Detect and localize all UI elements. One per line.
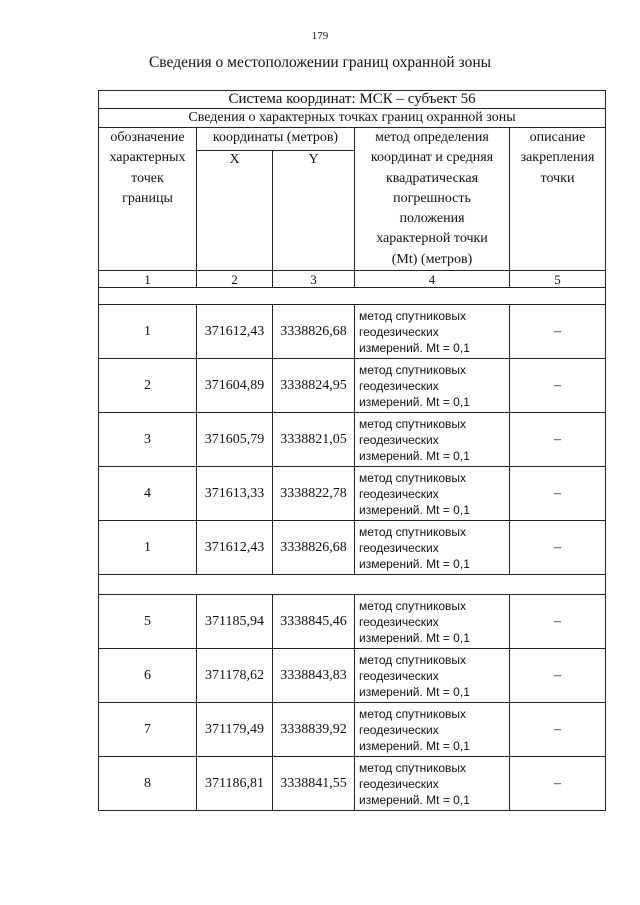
table-row [99,649,606,703]
header-line: квадратическая [385,170,479,186]
method-line: измерений. Mt = 0,1 [359,630,470,645]
point-number-cell: 2 [99,359,197,413]
table-row [99,359,606,413]
method-line: измерений. Mt = 0,1 [359,448,470,463]
header-point-designation [99,128,197,271]
description-cell: – [510,703,606,757]
x-coordinate-cell: 371186,81 [197,757,273,811]
point-number-cell: 5 [99,595,197,649]
method-line: геодезических [359,324,439,339]
group-separator-row [99,288,606,305]
point-number-cell: 1 [99,521,197,575]
method-line: измерений. Mt = 0,1 [359,738,470,753]
method-line: метод спутниковых [359,652,467,667]
table-subtitle: Сведения о характерных точках границ охранной зоны [99,109,606,128]
method-line: геодезических [359,540,439,555]
method-line: геодезических [359,614,439,629]
point-number-cell: 3 [99,413,197,467]
y-coordinate-cell: 3338841,55 [273,757,355,811]
header-line: метод определения [375,130,489,145]
header-x: X [197,150,273,270]
header-line: положения [399,211,465,227]
method-cell [355,521,510,575]
y-coordinate-cell: 3338839,92 [273,703,355,757]
y-coordinate-cell: 3338826,68 [273,305,355,359]
header-line: границы [122,190,173,206]
x-coordinate-cell: 371179,49 [197,703,273,757]
method-cell [355,757,510,811]
method-line: геодезических [359,776,439,791]
x-coordinate-cell: 371612,43 [197,305,273,359]
coord-system-header: Система координат: МСК – субъект 56 [99,91,606,109]
method-cell [355,595,510,649]
method-line: измерений. Mt = 0,1 [359,792,470,807]
method-line: измерений. Mt = 0,1 [359,502,470,517]
header-line: погрешность [393,190,471,206]
x-coordinate-cell: 371605,79 [197,413,273,467]
header-y: Y [273,150,355,270]
method-line: метод спутниковых [359,706,467,721]
method-line: геодезических [359,722,439,737]
method-line: метод спутниковых [359,760,467,775]
header-line: координат и средняя [370,150,494,166]
y-coordinate-cell: 3338843,83 [273,649,355,703]
point-number-cell: 7 [99,703,197,757]
description-cell: – [510,413,606,467]
method-line: измерений. Mt = 0,1 [359,340,470,355]
table-row [99,595,606,649]
method-line: метод спутниковых [359,416,467,431]
method-cell [355,359,510,413]
description-cell: – [510,757,606,811]
x-coordinate-cell: 371178,62 [197,649,273,703]
method-cell [355,649,510,703]
method-cell [355,305,510,359]
method-line: геодезических [359,432,439,447]
header-line: обозначение [110,130,185,145]
method-line: геодезических [359,378,439,393]
column-number: 5 [510,271,606,288]
y-coordinate-cell: 3338821,05 [273,413,355,467]
boundary-points-table [98,90,606,811]
group-separator-row [99,575,606,595]
header-coordinates: координаты (метров) [197,128,355,151]
method-line: геодезических [359,668,439,683]
method-line: метод спутниковых [359,470,467,485]
document-title: Сведения о местоположении границ охранной зоны [148,54,492,71]
header-method [355,128,510,271]
y-coordinate-cell: 3338845,46 [273,595,355,649]
point-number-cell: 1 [99,305,197,359]
header-line: описание [529,130,586,145]
x-coordinate-cell: 371604,89 [197,359,273,413]
description-cell: – [510,359,606,413]
table-row [99,413,606,467]
x-coordinate-cell: 371612,43 [197,521,273,575]
method-line: метод спутниковых [359,308,467,323]
x-coordinate-cell: 371613,33 [197,467,273,521]
method-cell [355,703,510,757]
header-line: характерных [109,150,186,166]
description-cell: – [510,595,606,649]
table-row [99,703,606,757]
column-number: 4 [355,271,510,288]
table-row [99,521,606,575]
description-cell: – [510,467,606,521]
header-line: (Mt) (метров) [391,251,473,267]
x-coordinate-cell: 371185,94 [197,595,273,649]
method-line: метод спутниковых [359,524,467,539]
y-coordinate-cell: 3338822,78 [273,467,355,521]
header-line: точек [131,170,164,186]
method-line: геодезических [359,486,439,501]
description-cell: – [510,649,606,703]
method-line: метод спутниковых [359,362,467,377]
column-number: 2 [197,271,273,288]
header-description [510,128,606,271]
description-cell: – [510,521,606,575]
header-line: характерной точки [376,231,488,247]
method-line: метод спутниковых [359,598,467,613]
method-line: измерений. Mt = 0,1 [359,684,470,699]
point-number-cell: 8 [99,757,197,811]
description-cell: – [510,305,606,359]
table-row [99,305,606,359]
method-cell [355,413,510,467]
header-line: точки [540,170,575,186]
header-line: закрепления [520,150,595,166]
y-coordinate-cell: 3338826,68 [273,521,355,575]
y-coordinate-cell: 3338824,95 [273,359,355,413]
table-row [99,467,606,521]
column-number: 1 [99,271,197,288]
point-number-cell: 6 [99,649,197,703]
point-number-cell: 4 [99,467,197,521]
table-row [99,757,606,811]
column-number: 3 [273,271,355,288]
page-number: 179 [311,30,329,42]
method-cell [355,467,510,521]
method-line: измерений. Mt = 0,1 [359,394,470,409]
method-line: измерений. Mt = 0,1 [359,556,470,571]
